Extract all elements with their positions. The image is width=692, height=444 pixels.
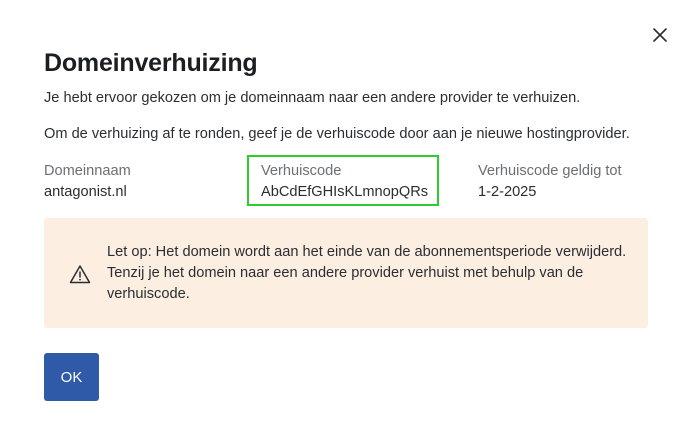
warning-triangle-icon	[69, 264, 91, 284]
warning-text: Let op: Het domein wordt aan het einde van de abonnementsperiode verwijderd. Tenzij je het domein naar een andere provider verhuist met behulp van de verhuiscode.	[107, 244, 627, 302]
domain-field	[44, 161, 131, 202]
dialog-title: Domeinverhuizing	[44, 49, 258, 77]
transfer-code-label: Verhuiscode	[261, 163, 342, 179]
code-valid-until-field	[478, 161, 622, 202]
domain-value: antagonist.nl	[44, 184, 127, 200]
domain-label: Domeinnaam	[44, 163, 131, 179]
code-valid-until-label: Verhuiscode geldig tot	[478, 163, 622, 179]
close-button[interactable]	[646, 23, 674, 47]
close-icon	[653, 28, 667, 42]
intro-text: Je hebt ervoor gekozen om je domeinnaam naar een andere provider te verhuizen.	[44, 90, 581, 106]
transfer-code-field	[261, 161, 428, 202]
instruction-text: Om de verhuizing af te ronden, geef je de verhuiscode door aan je nieuwe hostingprovider.	[44, 126, 630, 142]
ok-button[interactable]: OK	[44, 353, 99, 401]
warning-notice	[44, 218, 648, 328]
transfer-code-value[interactable]: AbCdEfGHIsKLmnopQRs	[261, 184, 429, 200]
code-valid-until-value: 1-2-2025	[478, 184, 537, 200]
